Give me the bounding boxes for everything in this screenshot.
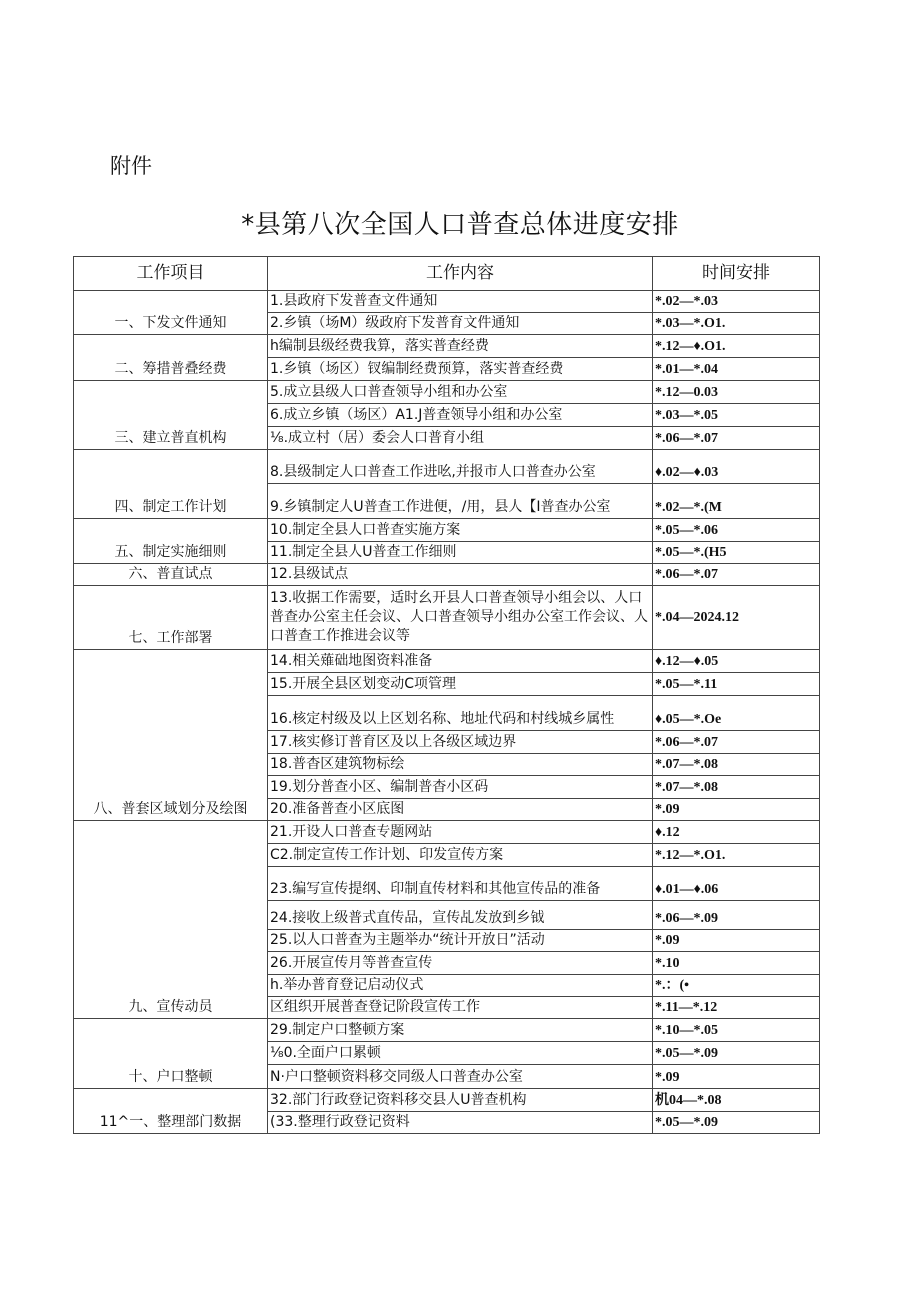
work-content: C2.制定宣传工作计划、印发宣传方案 (268, 844, 653, 867)
work-item: 二、筹措普叠经费 (74, 335, 268, 381)
time-range: *.12—0.03 (653, 381, 820, 404)
time-range: *.10 (653, 952, 820, 975)
work-content: (33.整理行政登记资料 (268, 1112, 653, 1134)
work-content: 5.成立县级人口普查领导小组和办公室 (268, 381, 653, 404)
work-content: 24.接收上级普式直传品，宣传乩发放到乡钺 (268, 901, 653, 930)
work-content: 20.准备普查小区底图 (268, 799, 653, 821)
table-row (74, 821, 820, 844)
work-item: 六、普直试点 (74, 564, 268, 586)
work-content: 21.开设人口普查专题网站 (268, 821, 653, 844)
work-content: 26.开展宣传月等普查宣传 (268, 952, 653, 975)
work-content: h.举办普育登记启动仪式 (268, 975, 653, 997)
time-range: *.05—*.09 (653, 1112, 820, 1134)
work-content: 1.乡镇（场区）钗编制经费预算，落实普查经费 (268, 358, 653, 381)
work-item: 四、制定工作计划 (74, 450, 268, 519)
work-content: 10.制定全县人口普查实施方案 (268, 519, 653, 542)
work-content: N·户口整顿资料移交同级人口普查办公室 (268, 1065, 653, 1089)
time-range: *.03—*.05 (653, 404, 820, 427)
schedule-table (73, 256, 820, 1134)
time-range: ♦.02—♦.03 (653, 450, 820, 484)
work-item: 十、户口整顿 (74, 1019, 268, 1089)
time-range: *.11—*.12 (653, 997, 820, 1019)
time-range: *.06—*.09 (653, 901, 820, 930)
time-range: 机04—*.08 (653, 1089, 820, 1112)
table-row (74, 450, 820, 484)
work-content: 17.核实修订普育区及以上各级区域边界 (268, 731, 653, 754)
time-range: *.09 (653, 930, 820, 952)
header-time: 时间安排 (653, 257, 820, 291)
time-range: ♦.12 (653, 821, 820, 844)
work-item: 八、普套区域划分及绘图 (74, 650, 268, 821)
work-content: 13.收据工作需要，适时幺开县人口普查领导小组会以、人口普查办公室主任会议、人口普查领导小组办公室工作会议、人口普查工作推进会议等 (268, 586, 653, 650)
time-range: ♦.12—♦.05 (653, 650, 820, 673)
table-row (74, 1019, 820, 1042)
work-item: 三、建立普直机构 (74, 381, 268, 450)
work-content: 14.相关薙础地图资料准备 (268, 650, 653, 673)
time-range: *.07—*.08 (653, 776, 820, 799)
time-range: *.06—*.07 (653, 427, 820, 450)
table-row (74, 335, 820, 358)
work-content: 18.普杳区建筑物标绘 (268, 754, 653, 776)
time-range: ♦.05—*.Oe (653, 696, 820, 731)
time-range: *.09 (653, 1065, 820, 1089)
time-range: *.02—*.(M (653, 484, 820, 519)
time-range: *.10—*.05 (653, 1019, 820, 1042)
work-content: 25.以人口普查为主题举办“统计开放日”活动 (268, 930, 653, 952)
time-range: *.05—*.(H5 (653, 542, 820, 564)
work-item: 11^一、整理部门数据 (74, 1089, 268, 1134)
work-content: 1.县政府下发普查文件通知 (268, 291, 653, 313)
work-content: 23.编写宣传提纲、印制直传材料和其他宣传品的准备 (268, 867, 653, 901)
work-content: 29.制定户口整顿方案 (268, 1019, 653, 1042)
time-range: *.01—*.04 (653, 358, 820, 381)
table-row (74, 1089, 820, 1112)
header-content: 工作内容 (268, 257, 653, 291)
time-range: *.09 (653, 799, 820, 821)
time-range: *.05—*.06 (653, 519, 820, 542)
work-content: h编制县级经费我算，落实普查经费 (268, 335, 653, 358)
time-range: *.：(• (653, 975, 820, 997)
table-row (74, 650, 820, 673)
work-item: 七、工作部署 (74, 586, 268, 650)
time-range: *.03—*.O1. (653, 313, 820, 335)
table-row (74, 564, 820, 586)
time-range: *.05—*.09 (653, 1042, 820, 1065)
work-content: 8.县级制定人口普查工作进吆,并报市人口普查办公室 (268, 450, 653, 484)
work-item: 九、宣传动员 (74, 821, 268, 1019)
table-row (74, 381, 820, 404)
work-content: 19.划分普查小区、编制普杳小区码 (268, 776, 653, 799)
time-range: *.12—*.O1. (653, 844, 820, 867)
document-title: *县第八次全国人口普查总体进度安排 (241, 210, 679, 240)
work-content: ⅛.成立村（居）委会人口普育小组 (268, 427, 653, 450)
time-range: *.06—*.07 (653, 564, 820, 586)
time-range: *.02—*.03 (653, 291, 820, 313)
work-content: 2.乡镇（场M）级政府下发普育文件通知 (268, 313, 653, 335)
work-content: 9.乡镇制定人U普查工作进便，/用，县人【I普查办公室 (268, 484, 653, 519)
work-content: 11.制定全县人U普查工作细则 (268, 542, 653, 564)
work-content: 32.部门行政登记资料移交县人U普查机构 (268, 1089, 653, 1112)
time-range: *.05—*.11 (653, 673, 820, 696)
time-range: *.12—♦.O1. (653, 335, 820, 358)
work-item: 一、下发文件通知 (74, 291, 268, 335)
work-content: 区组织开展普查登记阶段宣传工作 (268, 997, 653, 1019)
work-content: 12.县级试点 (268, 564, 653, 586)
time-range: *.07—*.08 (653, 754, 820, 776)
time-range: ♦.01—♦.06 (653, 867, 820, 901)
time-range: *.04—2024.12 (653, 586, 820, 650)
table-row (74, 519, 820, 542)
work-item: 五、制定实施细则 (74, 519, 268, 564)
work-content: 15.开展全县区划变动C项管理 (268, 673, 653, 696)
table-header-row (74, 257, 820, 291)
table-row (74, 586, 820, 650)
work-content: ⅛0.全面户口累顿 (268, 1042, 653, 1065)
header-item: 工作项目 (74, 257, 268, 291)
table-row (74, 291, 820, 313)
work-content: 6.成立乡镇（场区）A1.J普查领导小组和办公室 (268, 404, 653, 427)
attachment-label: 附件 (110, 154, 152, 178)
time-range: *.06—*.07 (653, 731, 820, 754)
work-content: 16.核定村级及以上区划名称、地址代码和村线城乡属性 (268, 696, 653, 731)
